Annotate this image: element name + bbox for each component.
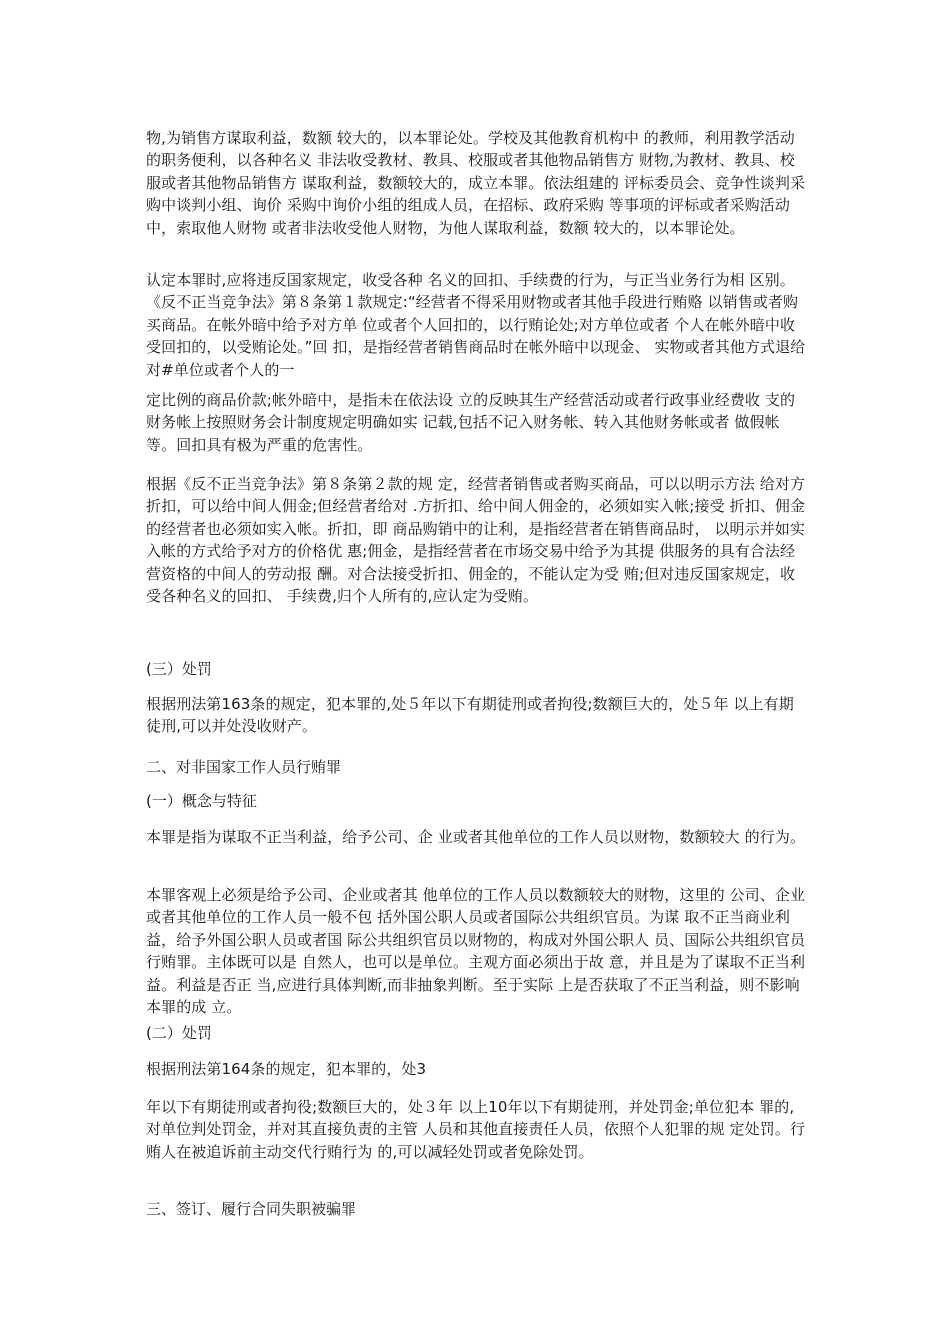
section-heading-punishment-2: (二）处罚 [146, 1024, 212, 1042]
paragraph-kickback-definition: 认定本罪时,应将违反国家规定，收受各种 名义的回扣、手续费的行为，与正当业务行为相 区别。《反不正当竞争法》第８条第１款规定:“经营者不得采用财物或者其他手段进行贿赂 以销售或者购买商品。在帐外暗中给予对方单 位或者个人回扣的，以行贿论处;对方单位或者 个人在帐外暗中收受回扣的，以受贿论处。”回 扣，是指经营者销售商品时在帐外暗中以现金、 实物或者其他方式退给对#单位或者个人的一 [146, 271, 806, 379]
section-heading-contract-fraud: 三、签订、履行合同失职被骗罪 [146, 1200, 357, 1218]
paragraph-objective-elements: 本罪客观上必须是给予公司、企业或者其 他单位的工作人员以数额较大的财物，这里的 公司、企业或者其他单位的工作人员一般不包 括外国公职人员或者国际公共组织官员。为谋 取不正当商业利益，给予外国公职人员或者国 际公共组织官员以财物的，构成对外国公职人 员、国际公共组织官员行贿罪。主体既可以是 自然人，也可以是单位。主观方面必须出于故 意，并且是为了谋取不正当利益。利益是否正 当,应进行具体判断,而非抽象判断。至于实际 上是否获取了不正当利益，则不影响本罪的成 立。 [146, 886, 806, 1017]
section-heading-punishment-3: (三）处罚 [146, 660, 212, 678]
paragraph-bribery-teachers-evaluators: 物,为销售方谋取利益，数额 较大的，以本罪论处。学校及其他教育机构中 的教师，利用教学活动的职务便利，以各种名义 非法收受教材、教具、校服或者其他物品销售方 财物,为教材、教具、校服或者其他物品销售方 谋取利益，数额较大的，成立本罪。依法组建的 评标委员会、竞争性谈判采购中谈判小组、询价 采购中询价小组的组成人员，在招标、政府采购 等事项的评标或者采购活动中，索取他人财物 或者非法收受他人财物，为他人谋取利益，数额 较大的，以本罪论处。 [146, 129, 806, 237]
paragraph-article-164-start: 根据刑法第164条的规定，犯本罪的，处3 [146, 1060, 427, 1078]
paragraph-article-163: 根据刑法第163条的规定，犯本罪的,处５年以下有期徒刑或者拘役;数额巨大的，处５年 以上有期徒刑,可以并处没收财产。 [146, 695, 794, 736]
paragraph-discount-commission: 根据《反不正当竞争法》第８条第２款的规 定，经营者销售或者购买商品，可以以明示方法 给对方折扣，可以给中间人佣金;但经营者给对 .方折扣、给中间人佣金的，必须如实入帐;接受 折扣、佣金的经营者也必须如实入帐。折扣，即 商品购销中的让利，是指经营者在销售商品时， 以明示并如实入帐的方式给予对方的价格优 惠;佣金，是指经营者在市场交易中给予为其提 供服务的具有合法经营资格的中间人的劳动报 酬。对合法接受折扣、佣金的，不能认定为受 贿;但对违反国家规定，收受各种名义的回扣、 手续费,归个人所有的,应认定为受贿。 [146, 475, 806, 606]
section-heading-bribing-non-state-staff: 二、对非国家工作人员行贿罪 [146, 758, 342, 776]
paragraph-article-164-continued: 年以下有期徒刑或者拘役;数额巨大的，处３年 以上10年以下有期徒刑，并处罚金;单位犯本 罪的,对单位判处罚金，并对其直接负责的主管 人员和其他直接责任人员，依照个人犯罪的规 定处罚。行贿人在被追诉前主动交代行贿行为 的,可以减轻处罚或者免除处罚。 [146, 1098, 806, 1161]
section-heading-concept-features: (一）概念与特征 [146, 792, 257, 810]
paragraph-off-book-definition: 定比例的商品价款;帐外暗中，是指未在依法设 立的反映其生产经营活动或者行政事业经费收 支的财务帐上按照财务会计制度规定明确如实 记载,包括不记入财务帐、转入其他财务帐或者 做假帐等。回扣具有极为严重的危害性。 [146, 391, 796, 454]
paragraph-crime-definition: 本罪是指为谋取不正当利益，给予公司、企 业或者其他单位的工作人员以财物，数额较大 的行为。 [146, 828, 806, 846]
